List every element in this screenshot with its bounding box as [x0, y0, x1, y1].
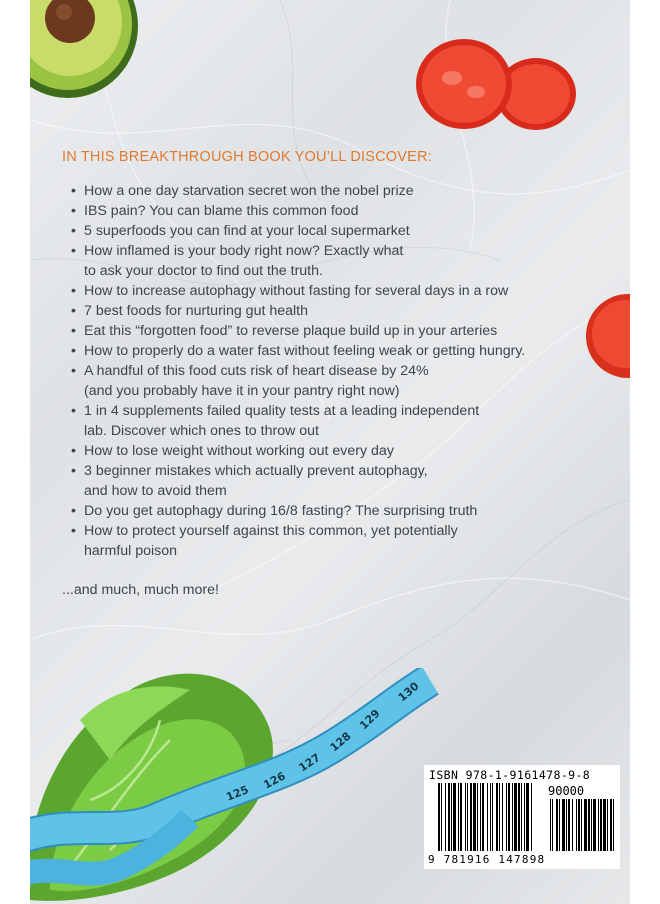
tomato-slices-image: [414, 34, 584, 138]
addon-bar: [552, 799, 553, 851]
barcode-bar: [512, 783, 513, 851]
addon-bar: [562, 799, 565, 851]
avocado-image: [30, 0, 140, 102]
bullet-icon: •: [71, 283, 76, 299]
tape-number: 125: [224, 783, 251, 804]
price-code: 90000: [548, 784, 585, 798]
bullet-icon: •: [71, 223, 76, 239]
bullet-icon: •: [71, 243, 76, 259]
list-item: • How to protect yourself against this common, yet potentially harmful poison: [71, 523, 458, 559]
barcode-bars: [428, 783, 618, 853]
bullet-icon: •: [71, 363, 76, 379]
barcode-bar: [502, 783, 503, 851]
barcode-bar: [467, 783, 468, 851]
bullet-icon: •: [71, 463, 76, 479]
list-item: • Do you get autophagy during 16/8 fasting? The surprising truth: [71, 503, 478, 519]
addon-bar: [598, 799, 599, 851]
bullet-icon: •: [71, 203, 76, 219]
bullet-icon: •: [71, 303, 76, 319]
isbn-text: ISBN 978-1-9161478-9-8: [429, 768, 591, 782]
addon-bar: [593, 799, 596, 851]
tape-number: 129: [357, 706, 383, 733]
barcode-bar: [441, 783, 442, 851]
barcode-bar: [531, 783, 532, 851]
bullet-icon: •: [71, 343, 76, 359]
tape-number: 126: [261, 769, 288, 792]
barcode-bar: [496, 783, 498, 851]
addon-bar: [607, 799, 608, 851]
addon-bar: [584, 799, 587, 851]
barcode-bar: [477, 783, 478, 851]
addon-bar: [610, 799, 612, 851]
isbn-barcode: [424, 765, 620, 869]
barcode-bar: [465, 783, 466, 851]
ean-text: 9 781916 147898: [428, 853, 546, 866]
back-cover: [30, 0, 630, 904]
bullet-list: [71, 181, 616, 561]
bullet-icon: •: [71, 323, 76, 339]
barcode-bar: [492, 783, 493, 851]
addon-bar: [559, 799, 560, 851]
list-item: • IBS pain? You can blame this common food: [71, 203, 359, 219]
list-item: • How to lose weight without working out every day: [71, 443, 394, 459]
barcode-bar: [521, 783, 522, 851]
barcode-bar: [490, 783, 491, 851]
addon-bar: [600, 799, 602, 851]
bullet-icon: •: [71, 443, 76, 459]
list-item: • 3 beginner mistakes which actually prevent autophagy, and how to avoid them: [71, 463, 428, 499]
list-item: • 1 in 4 supplements failed quality tests at a leading independent lab. Discover which ones to throw out: [71, 403, 480, 439]
barcode-bar: [458, 783, 459, 851]
bullet-icon: •: [71, 523, 76, 539]
barcode-bar: [482, 783, 484, 851]
barcode-bar: [438, 783, 440, 851]
bullet-icon: •: [71, 503, 76, 519]
addon-bar: [578, 799, 580, 851]
list-item: • A handful of this food cuts risk of heart disease by 24% (and you probably have it in your pantry right now): [71, 363, 429, 399]
addon-bar: [568, 799, 570, 851]
list-item: • 5 superfoods you can find at your local supermarket: [71, 223, 410, 239]
barcode-bar: [473, 783, 476, 851]
addon-bar: [588, 799, 590, 851]
barcode-bar: [460, 783, 462, 851]
closing-text: ...and much, much more!: [62, 582, 219, 598]
list-item: • How a one day starvation secret won the nobel prize: [71, 183, 414, 199]
list-item: • How inflamed is your body right now? Exactly what to ask your doctor to find out the truth.: [71, 243, 404, 279]
barcode-bar: [470, 783, 472, 851]
barcode-bar: [508, 783, 510, 851]
barcode-bar: [445, 783, 446, 851]
addon-bar: [556, 799, 558, 851]
addon-bar: [581, 799, 582, 851]
barcode-bar: [487, 783, 488, 851]
tape-number: 127: [296, 750, 323, 775]
addon-bar: [591, 799, 592, 851]
barcode-bar: [448, 783, 450, 851]
tape-number: 128: [327, 729, 354, 755]
addon-bar: [603, 799, 606, 851]
list-item: • How to increase autophagy without fasting for several days in a row: [71, 283, 509, 299]
barcode-bar: [451, 783, 452, 851]
barcode-bar: [524, 783, 525, 851]
barcode-bar: [480, 783, 481, 851]
list-item: • 7 best foods for nurturing gut health: [71, 303, 308, 319]
tape-number: 130: [395, 679, 422, 705]
barcode-bar: [506, 783, 507, 851]
barcode-bar: [453, 783, 456, 851]
barcode-bar: [518, 783, 520, 851]
measuring-tape-image: [30, 668, 450, 904]
barcode-bar: [526, 783, 529, 851]
list-item: • Eat this “forgotten food” to reverse plaque build up in your arteries: [71, 323, 498, 339]
addon-bar: [550, 799, 551, 851]
bullet-icon: •: [71, 403, 76, 419]
barcode-bar: [514, 783, 517, 851]
bullet-icon: •: [71, 183, 76, 199]
addon-bar: [566, 799, 567, 851]
addon-bar: [613, 799, 614, 851]
list-item: • How to properly do a water fast without feeling weak or getting hungry.: [71, 343, 526, 359]
section-heading: IN THIS BREAKTHROUGH BOOK YOU’LL DISCOVER:: [62, 149, 432, 165]
addon-bar: [572, 799, 573, 851]
barcode-bar: [499, 783, 500, 851]
addon-bar: [576, 799, 577, 851]
